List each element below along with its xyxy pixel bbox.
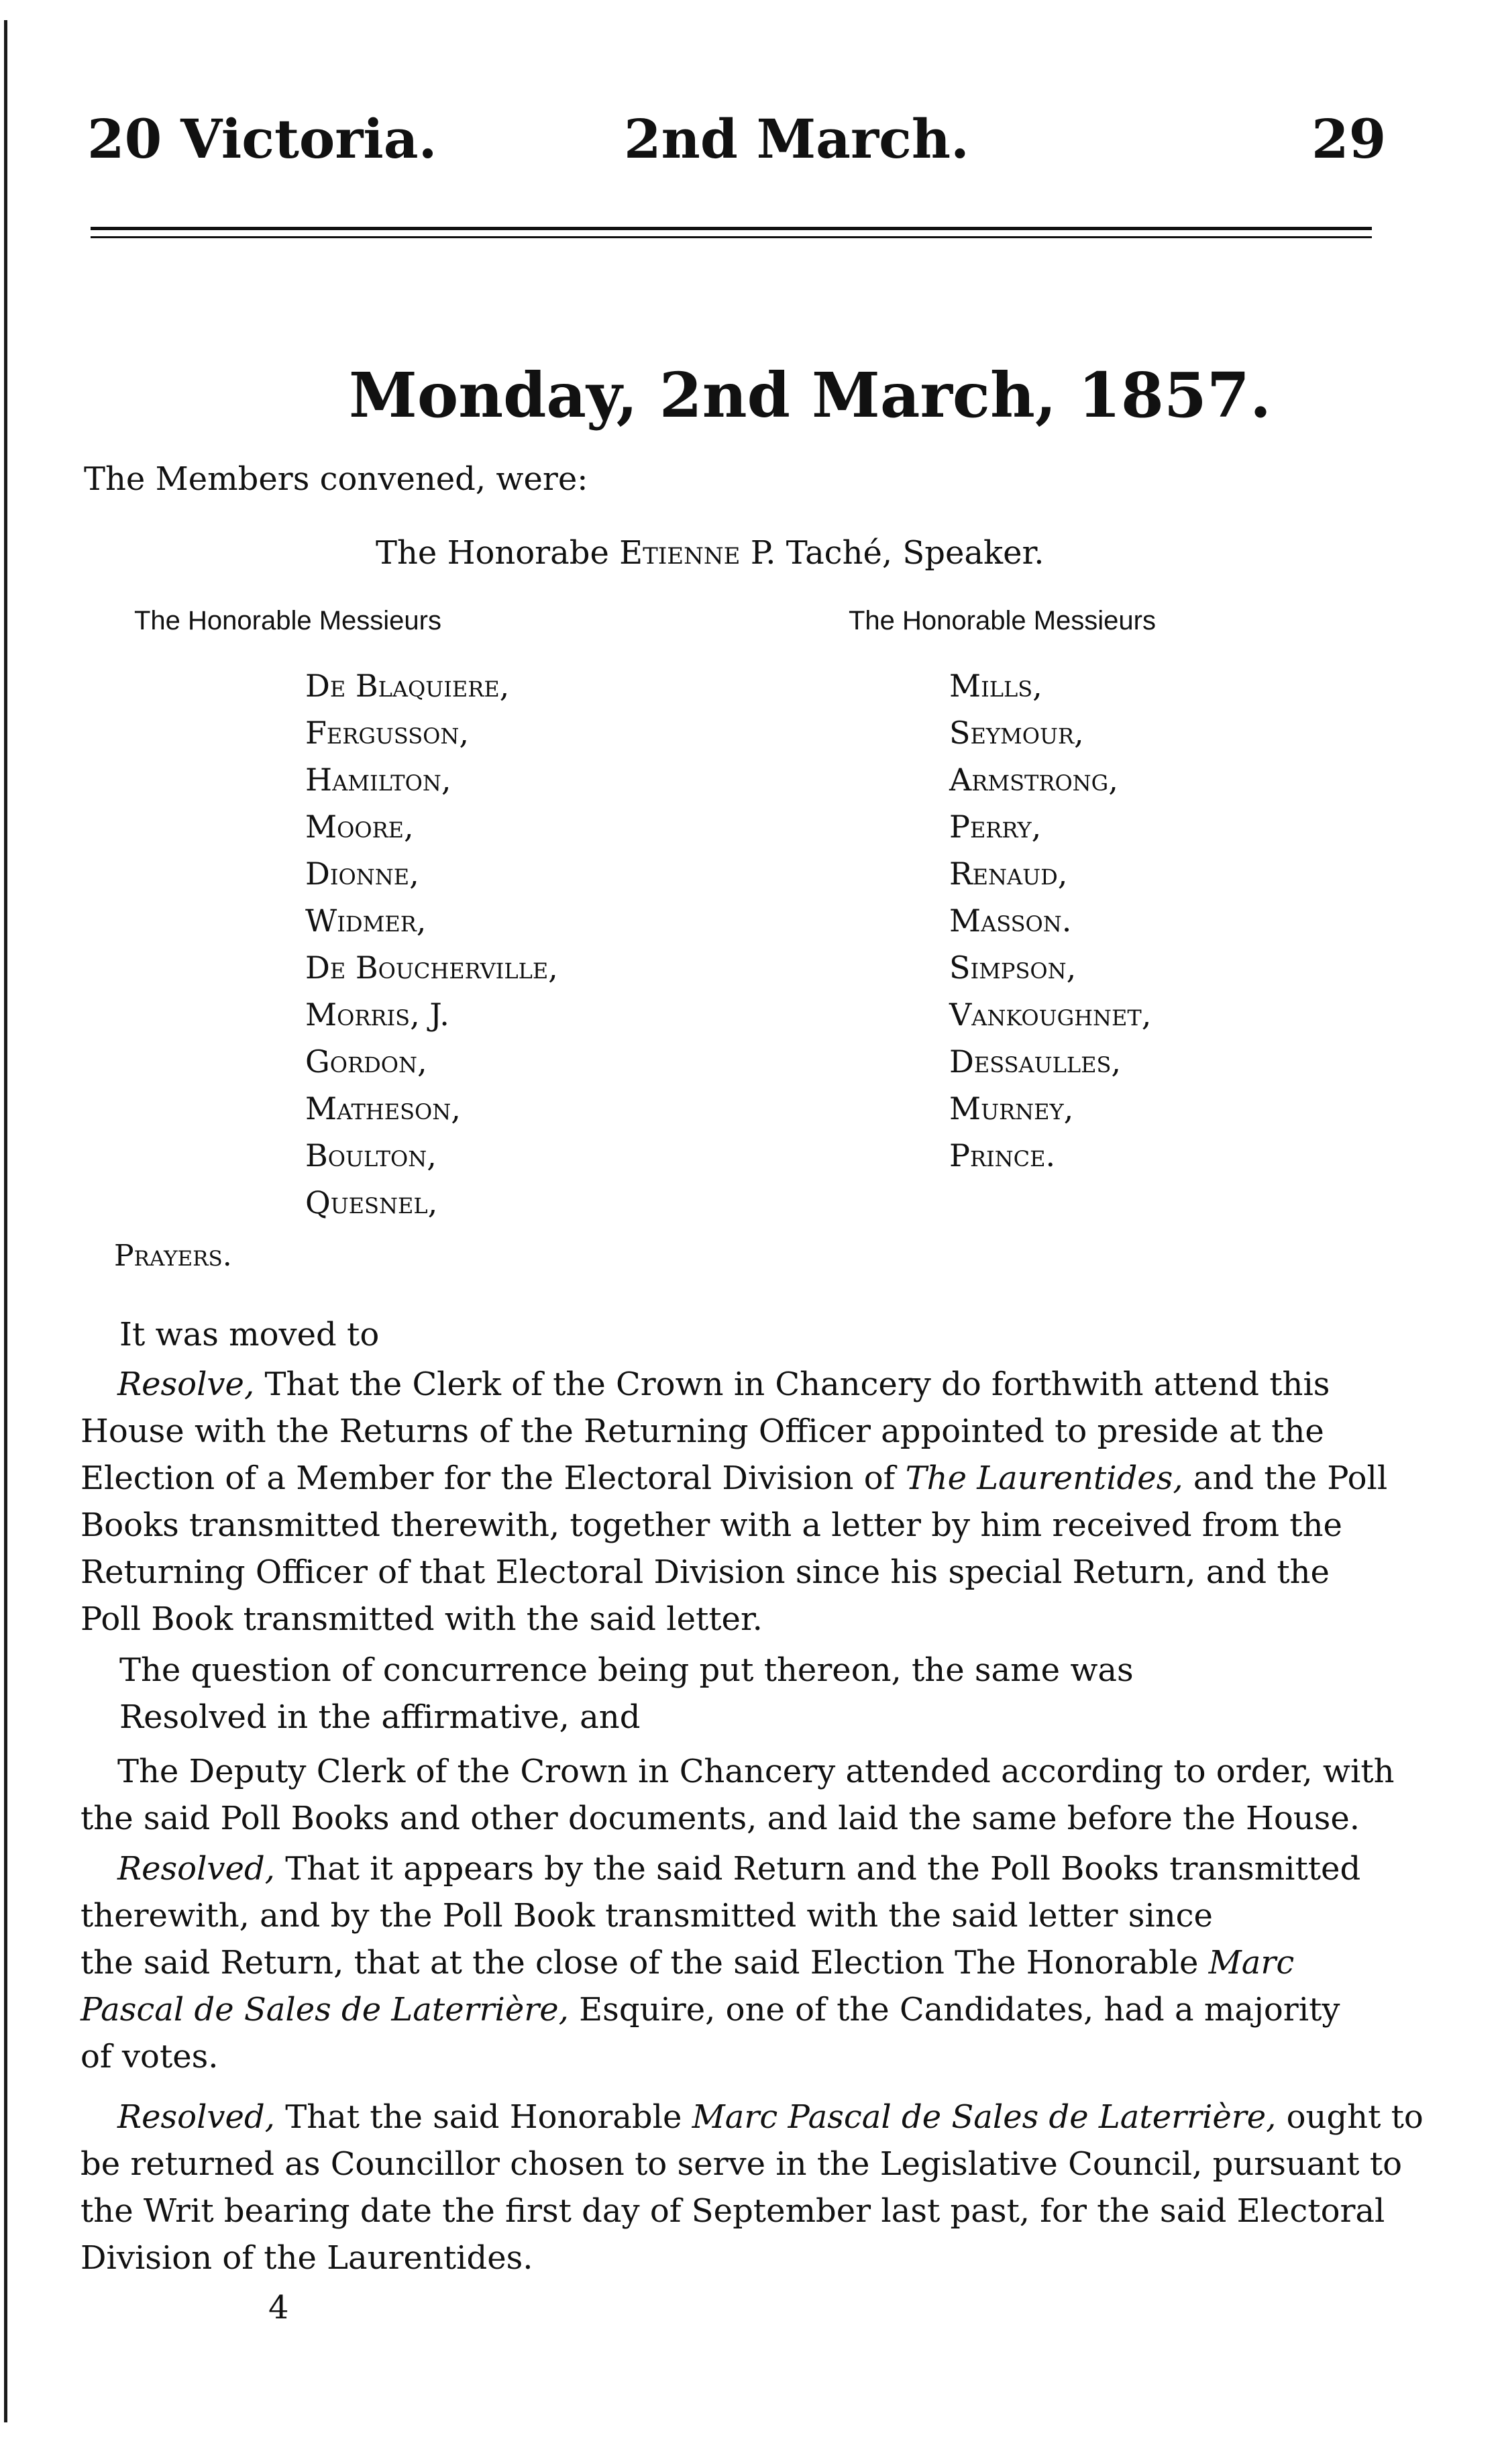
paragraph-line: Books transmitted therewith, together with a letter by him received from the — [81, 1506, 1342, 1544]
paragraph-line: Esquire, one of the Candidates, had a majority — [579, 1991, 1340, 2029]
member-name: De Blaquiere, — [305, 668, 510, 704]
paragraph-line: Election of a Member for the Electoral Division of — [81, 1459, 896, 1497]
person-name: Marc Pascal de Sales de Laterrière, — [692, 2098, 1277, 2136]
left-column-heading: The Honorable Messieurs — [134, 606, 441, 635]
member-name: Fergusson, — [305, 715, 470, 751]
member-name: Moore, — [305, 809, 414, 845]
member-name: Matheson, — [305, 1090, 461, 1127]
member-name: Simpson, — [949, 949, 1077, 986]
member-name: De Boucherville, — [305, 949, 558, 986]
resolved-paragraph-3 — [81, 2094, 1424, 2281]
paragraph-line: the said Return, that at the close of the said Election The Honorable — [81, 1944, 1199, 1982]
speaker-prefix: The Honorabe — [376, 534, 609, 572]
person-name: Marc — [1208, 1944, 1295, 1982]
speaker-first-name: Etienne — [619, 534, 741, 572]
member-name: Murney, — [949, 1090, 1074, 1127]
resolved-lead: Resolved, — [117, 2098, 275, 2136]
member-name: Prince. — [949, 1137, 1056, 1174]
paragraph-line: That the Clerk of the Crown in Chancery do forthwith attend this — [264, 1366, 1330, 1403]
member-name: Dionne, — [305, 856, 419, 892]
prayers-heading: Prayers. — [114, 1239, 232, 1273]
signature-mark: 4 — [268, 2289, 289, 2326]
member-name: Quesnel, — [305, 1184, 438, 1221]
member-name: Masson. — [949, 903, 1072, 939]
running-head-left: 20 Victoria. — [87, 107, 437, 170]
place-name: The Laurentides, — [905, 1459, 1183, 1497]
member-name: Renaud, — [949, 856, 1068, 892]
resolve-paragraph-1 — [81, 1361, 1392, 1643]
speaker-rest: P. Taché, Speaker. — [750, 534, 1044, 572]
affirmative-text: Resolved in the affirmative, and — [119, 1698, 641, 1736]
paragraph-line: the Writ bearing date the first day of September last past, for the said Electoral — [81, 2192, 1385, 2230]
paragraph-line: and the Poll — [1193, 1459, 1388, 1497]
paragraph-line: The Deputy Clerk of the Crown in Chancery attended according to order, with — [117, 1753, 1395, 1790]
person-name: Pascal de Sales de Laterrière, — [81, 1991, 569, 2029]
paragraph-line: Returning Officer of that Electoral Division since his special Return, and the — [81, 1553, 1330, 1591]
running-head-date: 2nd March. — [624, 107, 969, 170]
page-margin-line — [4, 20, 7, 2422]
member-name: Hamilton, — [305, 762, 451, 798]
member-name: Perry, — [949, 809, 1042, 845]
right-column-heading: The Honorable Messieurs — [849, 606, 1156, 635]
speaker-line — [376, 534, 1044, 572]
page-title: Monday, 2nd March, 1857. — [349, 359, 1271, 431]
resolved-paragraph-2 — [81, 1845, 1392, 2080]
member-name: Boulton, — [305, 1137, 437, 1174]
member-name: Vankoughnet, — [949, 996, 1152, 1033]
paragraph-line: House with the Returns of the Returning Officer appointed to preside at the — [81, 1413, 1324, 1450]
member-name: Armstrong, — [949, 762, 1118, 798]
paragraph-line: Poll Book transmitted with the said letter. — [81, 1600, 763, 1638]
paragraph-line: of votes. — [81, 2038, 219, 2075]
header-rule-thick — [91, 227, 1372, 230]
member-name: Morris, J. — [305, 996, 449, 1033]
deputy-paragraph — [81, 1748, 1395, 1842]
paragraph-line: That it appears by the said Return and the Poll Books transmitted — [285, 1850, 1361, 1888]
paragraph-line: That the said Honorable — [285, 2098, 682, 2136]
intro-text: The Members convened, were: — [84, 460, 588, 498]
page-number: 29 — [1311, 107, 1387, 170]
question-text: The question of concurrence being put thereon, the same was — [119, 1651, 1134, 1689]
paragraph-line: the said Poll Books and other documents, and laid the same before the House. — [81, 1800, 1360, 1837]
paragraph-line: therewith, and by the Poll Book transmitted with the said letter since — [81, 1897, 1213, 1935]
member-name: Dessaulles, — [949, 1043, 1122, 1080]
member-name: Gordon, — [305, 1043, 427, 1080]
member-name: Seymour, — [949, 715, 1084, 751]
header-rule-thin — [91, 236, 1372, 238]
paragraph-line: Division of the Laurentides. — [81, 2239, 533, 2277]
member-name: Widmer, — [305, 903, 427, 939]
paragraph-line: ought to — [1286, 2098, 1424, 2136]
resolve-lead: Resolve, — [117, 1366, 255, 1403]
resolved-lead: Resolved, — [117, 1850, 275, 1888]
moved-text: It was moved to — [119, 1316, 380, 1353]
paragraph-line: be returned as Councillor chosen to serve in the Legislative Council, pursuant to — [81, 2145, 1403, 2183]
member-name: Mills, — [949, 668, 1042, 704]
